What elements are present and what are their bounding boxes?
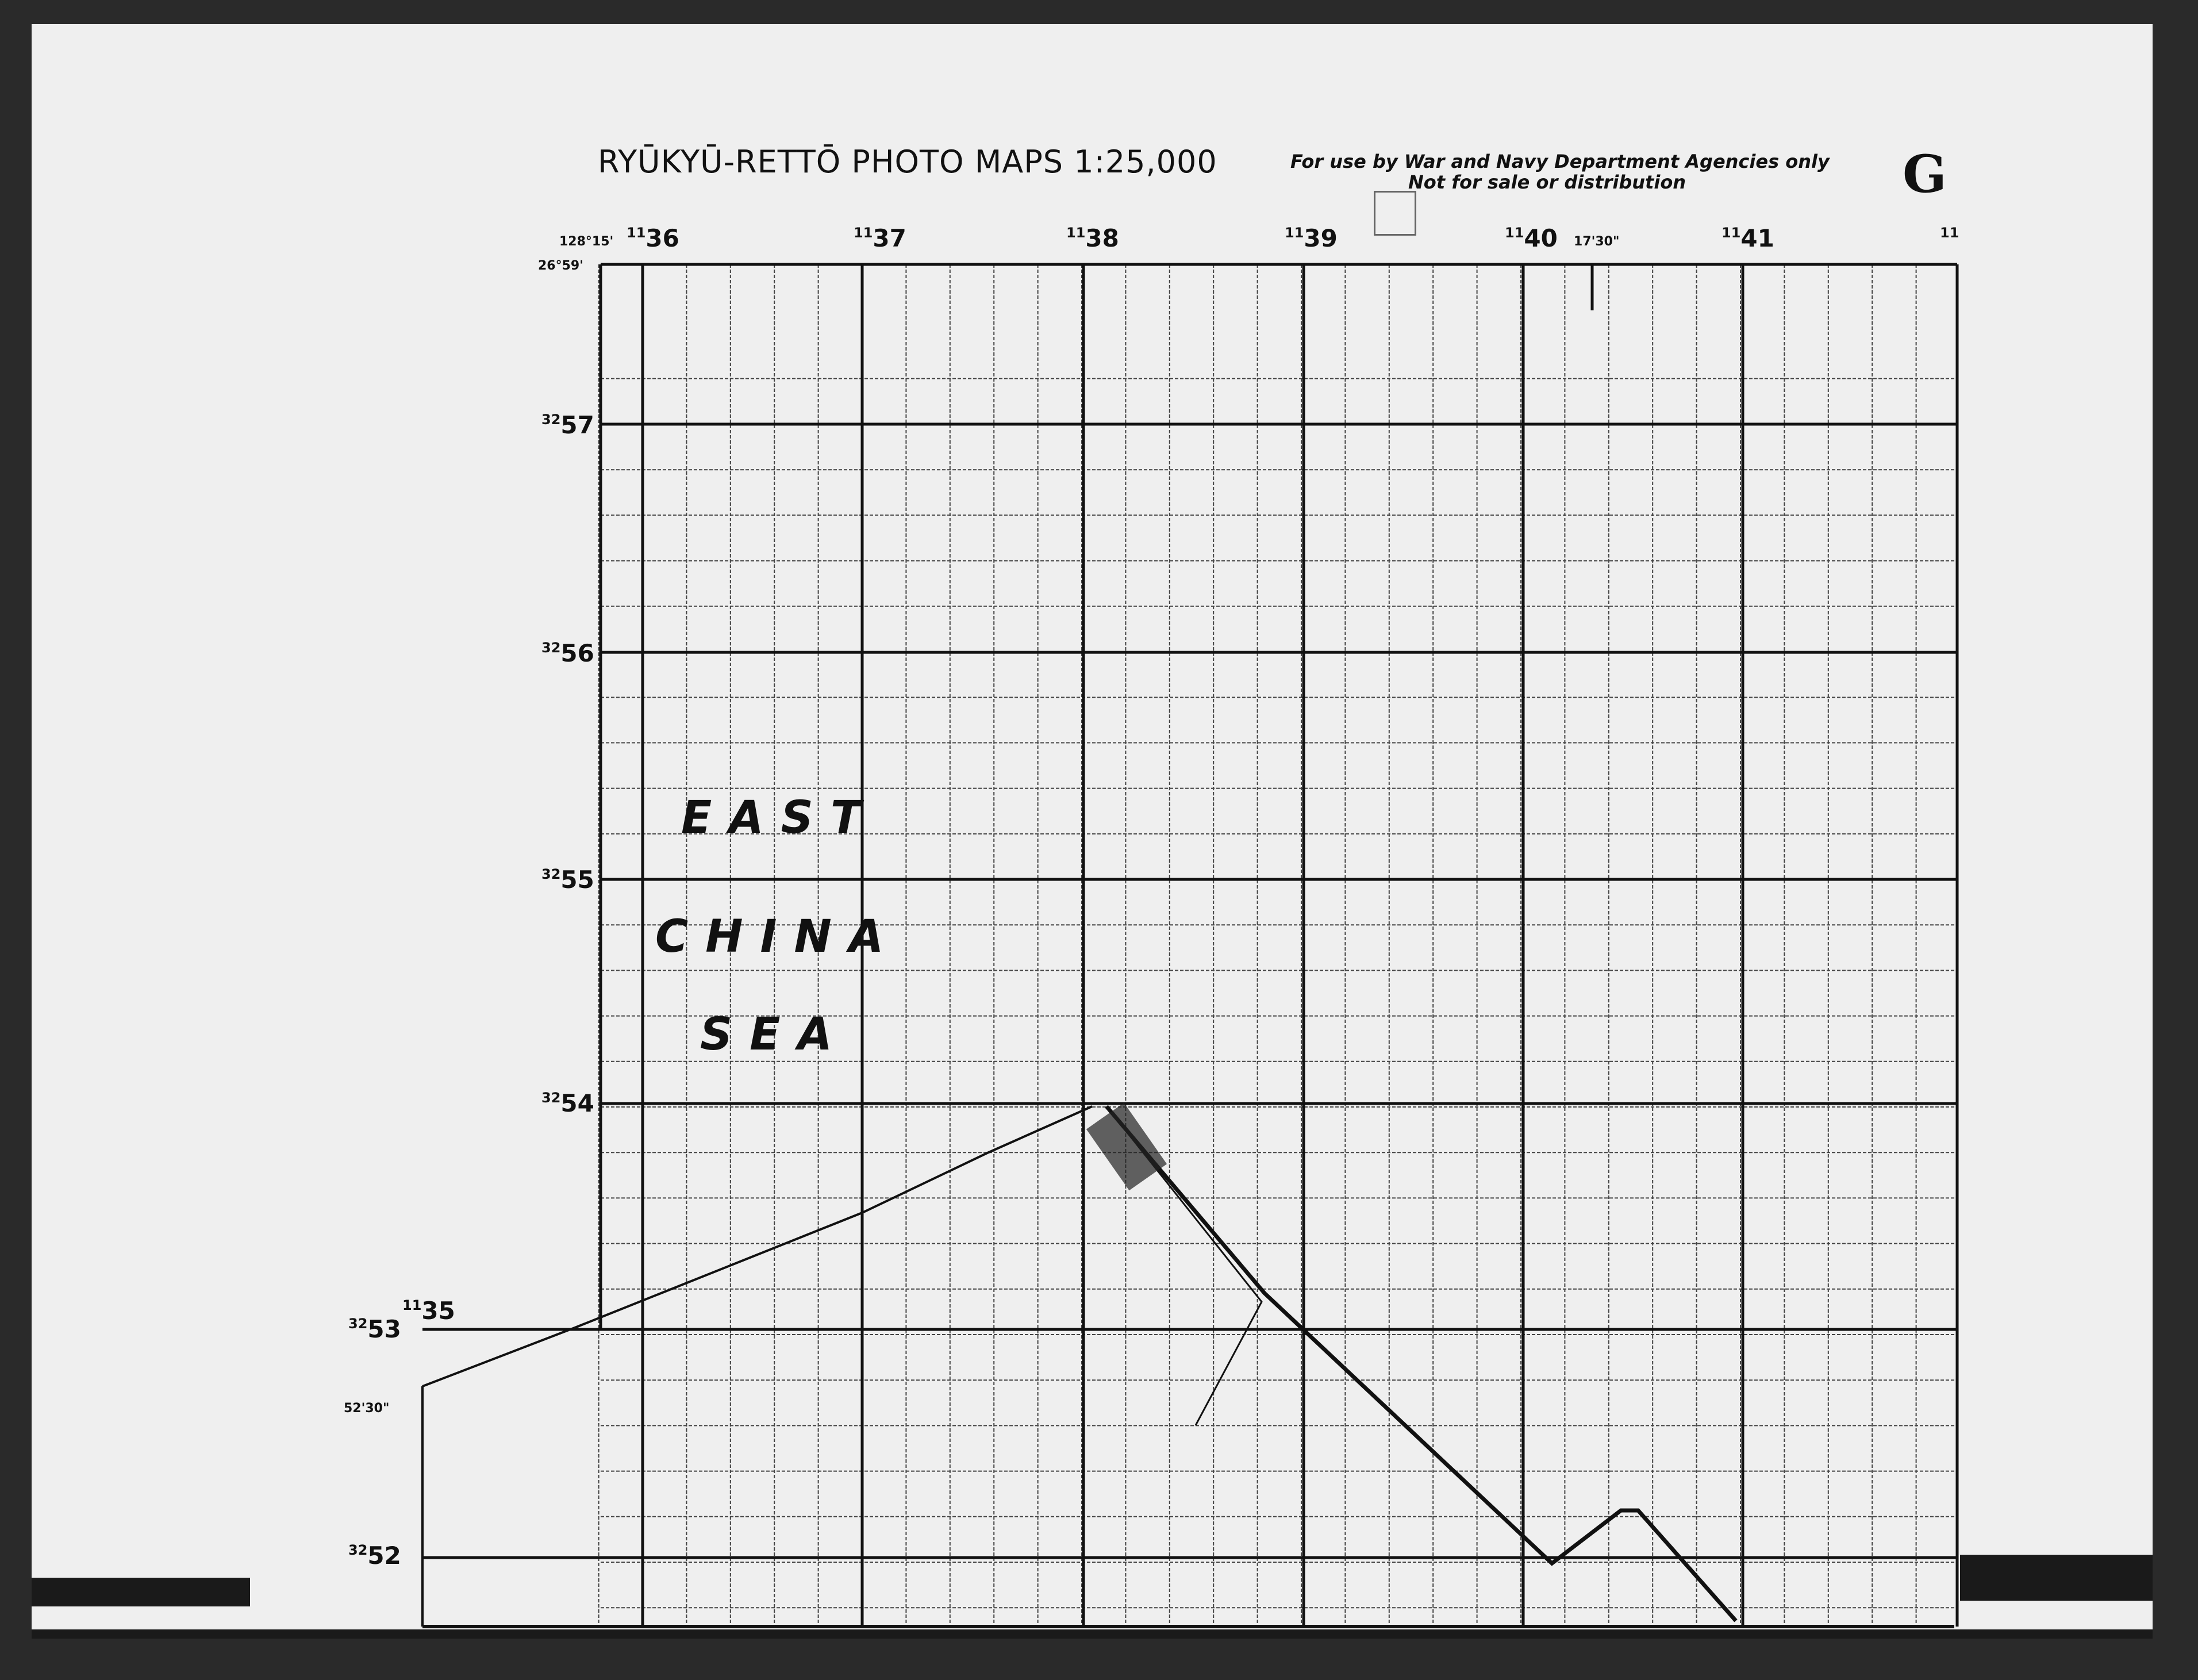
easting-label-1136: $^{11}$36 [627,224,679,252]
corner-latitude: 26°59' [538,259,583,273]
coastline-east [1106,1106,1736,1621]
easting-label-1141: $^{11}$41 [1721,224,1774,252]
left-film-edge [32,1578,250,1606]
coastline [422,1103,1954,1627]
right-film-edge [1960,1555,2153,1601]
sheet-identifier: G [1903,144,1947,205]
coastline-north [422,1106,1092,1386]
easting-label-1137: $^{11}$37 [854,224,906,252]
restriction-notice: For use by War and Navy Department Agencies only [1290,151,1830,172]
northing-label-3254: $^{32}$54 [541,1089,594,1117]
water-label-china: CHINA [655,911,901,963]
northing-label-3256: $^{32}$56 [541,639,594,667]
water-label-sea: SEA [700,1009,850,1060]
northing-label-3255: $^{32}$55 [541,866,594,894]
bottom-film-edge [32,1629,2153,1639]
northing-label-3257: $^{32}$57 [541,411,594,439]
corner-longitude: 128°15' [559,234,614,249]
distribution-notice: Not for sale or distribution [1408,171,1686,193]
northing-label-3252: $^{32}$52 [348,1541,401,1570]
easting-label-1140: $^{11}$40 [1505,224,1558,252]
map-title: RYŪKYŪ-RETTŌ PHOTO MAPS 1:25,000 [598,144,1217,180]
northing-label-3253: $^{32}$53 [348,1315,401,1343]
easting-label-1135: $^{11}$35 [402,1297,455,1325]
major-grid [422,264,1957,1627]
easting-label-1138: $^{11}$38 [1066,224,1119,252]
minute-mark: 17'30" [1574,234,1620,249]
easting-label-truncated: 11 [1940,225,1959,241]
water-label-east: EAST [681,792,879,844]
easting-label-1139: $^{11}$39 [1285,224,1338,252]
sheet-index-box [1374,191,1416,236]
reef-patch [1086,1103,1167,1190]
lower-latitude-mark: 52'30" [344,1401,390,1416]
